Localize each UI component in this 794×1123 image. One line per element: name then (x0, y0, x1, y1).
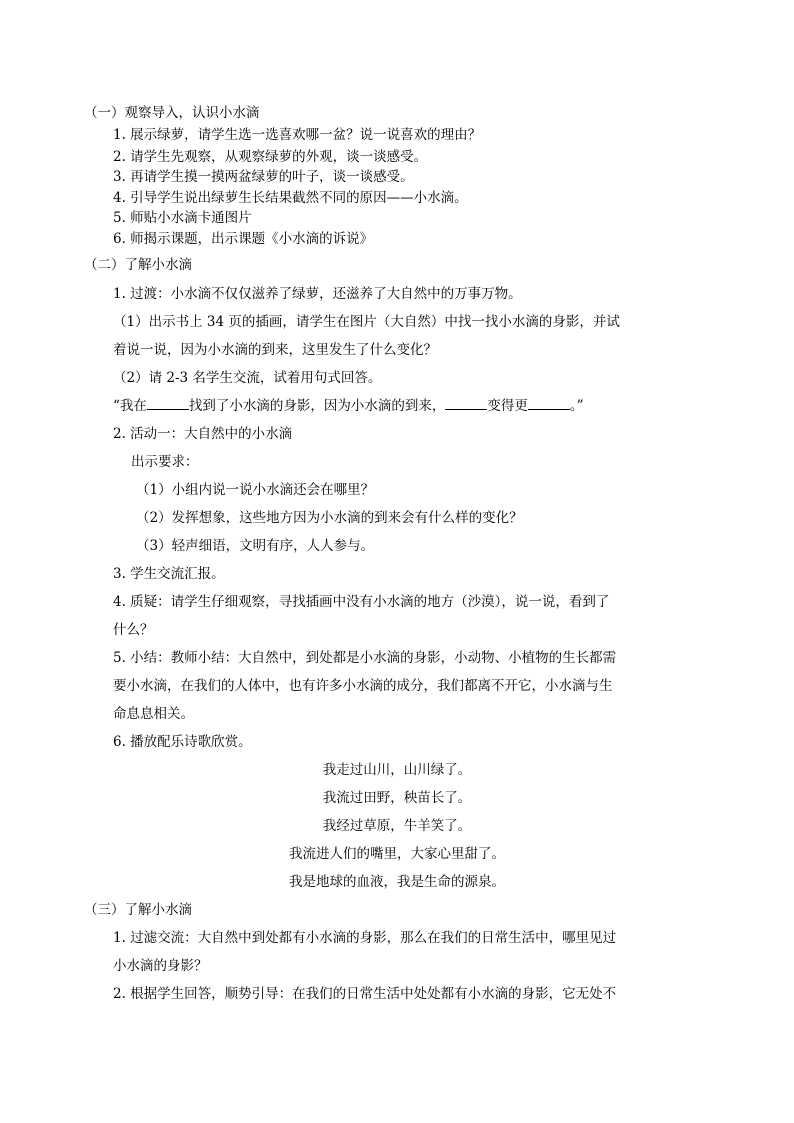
pattern-part-3: 变得更 (487, 398, 528, 414)
section-2-item-6: 6. 播放配乐诗歌欣赏。 (113, 734, 252, 750)
section-1-item-1: 1. 展示绿萝，请学生选一选喜欢哪一盆？说一说喜欢的理由？ (113, 127, 482, 143)
section-2-sub-1-line-1: （1）出示书上 34 页的插画，请学生在图片（大自然）中找一找小水滴的身影，并试 (113, 314, 620, 330)
fill-in-blank-3 (528, 395, 570, 410)
section-2-item-4-line-2: 什么？ (113, 622, 154, 638)
fill-in-blank-2 (445, 395, 487, 410)
requirement-1: （1）小组内说一说小水滴还会在哪里？ (136, 482, 375, 498)
requirement-2: （2）发挥想象，这些地方因为小水滴的到来会有什么样的变化？ (136, 510, 523, 526)
section-1-item-3: 3. 再请学生摸一摸两盆绿萝的叶子，谈一谈感受。 (113, 169, 414, 185)
poem-line-5: 我是地球的血液，我是生命的源泉。 (289, 874, 505, 890)
section-2-item-3: 3. 学生交流汇报。 (113, 566, 225, 582)
section-1-heading: （一）观察导入，认识小水滴 (84, 105, 260, 121)
requirement-3: （3）轻声细语，文明有序，人人参与。 (136, 538, 375, 554)
fill-in-blank-1 (147, 395, 189, 410)
section-2-sub-2: （2）请 2-3 名学生交流，试着用句式回答。 (113, 370, 382, 386)
section-2-item-5-line-1: 5. 小结：教师小结：大自然中，到处都是小水滴的身影，小动物、小植物的生长都需 (113, 650, 617, 666)
pattern-part-1: “我在 (113, 398, 147, 414)
section-3-heading: （三）了解小水滴 (84, 902, 192, 918)
section-2-item-5-line-2: 要小水滴，在我们的人体中，也有许多小水滴的成分，我们都离不开它，小水滴与生 (113, 678, 613, 694)
section-2-item-2: 2. 活动一：大自然中的小水滴 (113, 426, 293, 442)
section-1-item-6: 6. 师揭示课题，出示课题《小水滴的诉说》 (113, 231, 374, 247)
poem-line-4: 我流进人们的嘴里，大家心里甜了。 (289, 846, 505, 862)
poem-line-3: 我经过草原，牛羊笑了。 (322, 818, 472, 834)
section-2-item-1: 1. 过渡：小水滴不仅仅滋养了绿萝，还滋养了大自然中的万事万物。 (113, 286, 522, 302)
sentence-pattern (113, 395, 584, 417)
poem-line-1: 我走过山川，山川绿了。 (322, 762, 472, 778)
poem-line-2: 我流过田野，秧苗长了。 (322, 790, 472, 806)
section-2-item-5-line-3: 命息息相关。 (113, 706, 194, 722)
pattern-part-2: 找到了小水滴的身影，因为小水滴的到来， (188, 398, 446, 414)
section-1-item-5: 5. 师贴小水滴卡通图片 (113, 210, 252, 226)
section-3-item-2-line-1: 2. 根据学生回答，顺势引导：在我们的日常生活中处处都有小水滴的身影，它无处不 (113, 986, 617, 1002)
section-2-item-4-line-1: 4. 质疑：请学生仔细观察，寻找插画中没有小水滴的地方（沙漠），说一说，看到了 (113, 594, 610, 610)
requirements-label: 出示要求： (131, 454, 199, 470)
section-3-item-1-line-1: 1. 过滤交流：大自然中到处都有小水滴的身影，那么在我们的日常生活中，哪里见过 (113, 930, 617, 946)
section-1-item-2: 2. 请学生先观察，从观察绿萝的外观，谈一谈感受。 (113, 149, 428, 165)
section-2-heading: （二）了解小水滴 (84, 257, 192, 273)
section-3-item-1-line-2: 小水滴的身影？ (113, 958, 208, 974)
section-2-sub-1-line-2: 着说一说，因为小水滴的到来，这里发生了什么变化？ (113, 342, 437, 358)
pattern-part-4: 。” (569, 398, 584, 414)
section-1-item-4: 4. 引导学生说出绿萝生长结果截然不同的原因——小水滴。 (113, 190, 468, 206)
